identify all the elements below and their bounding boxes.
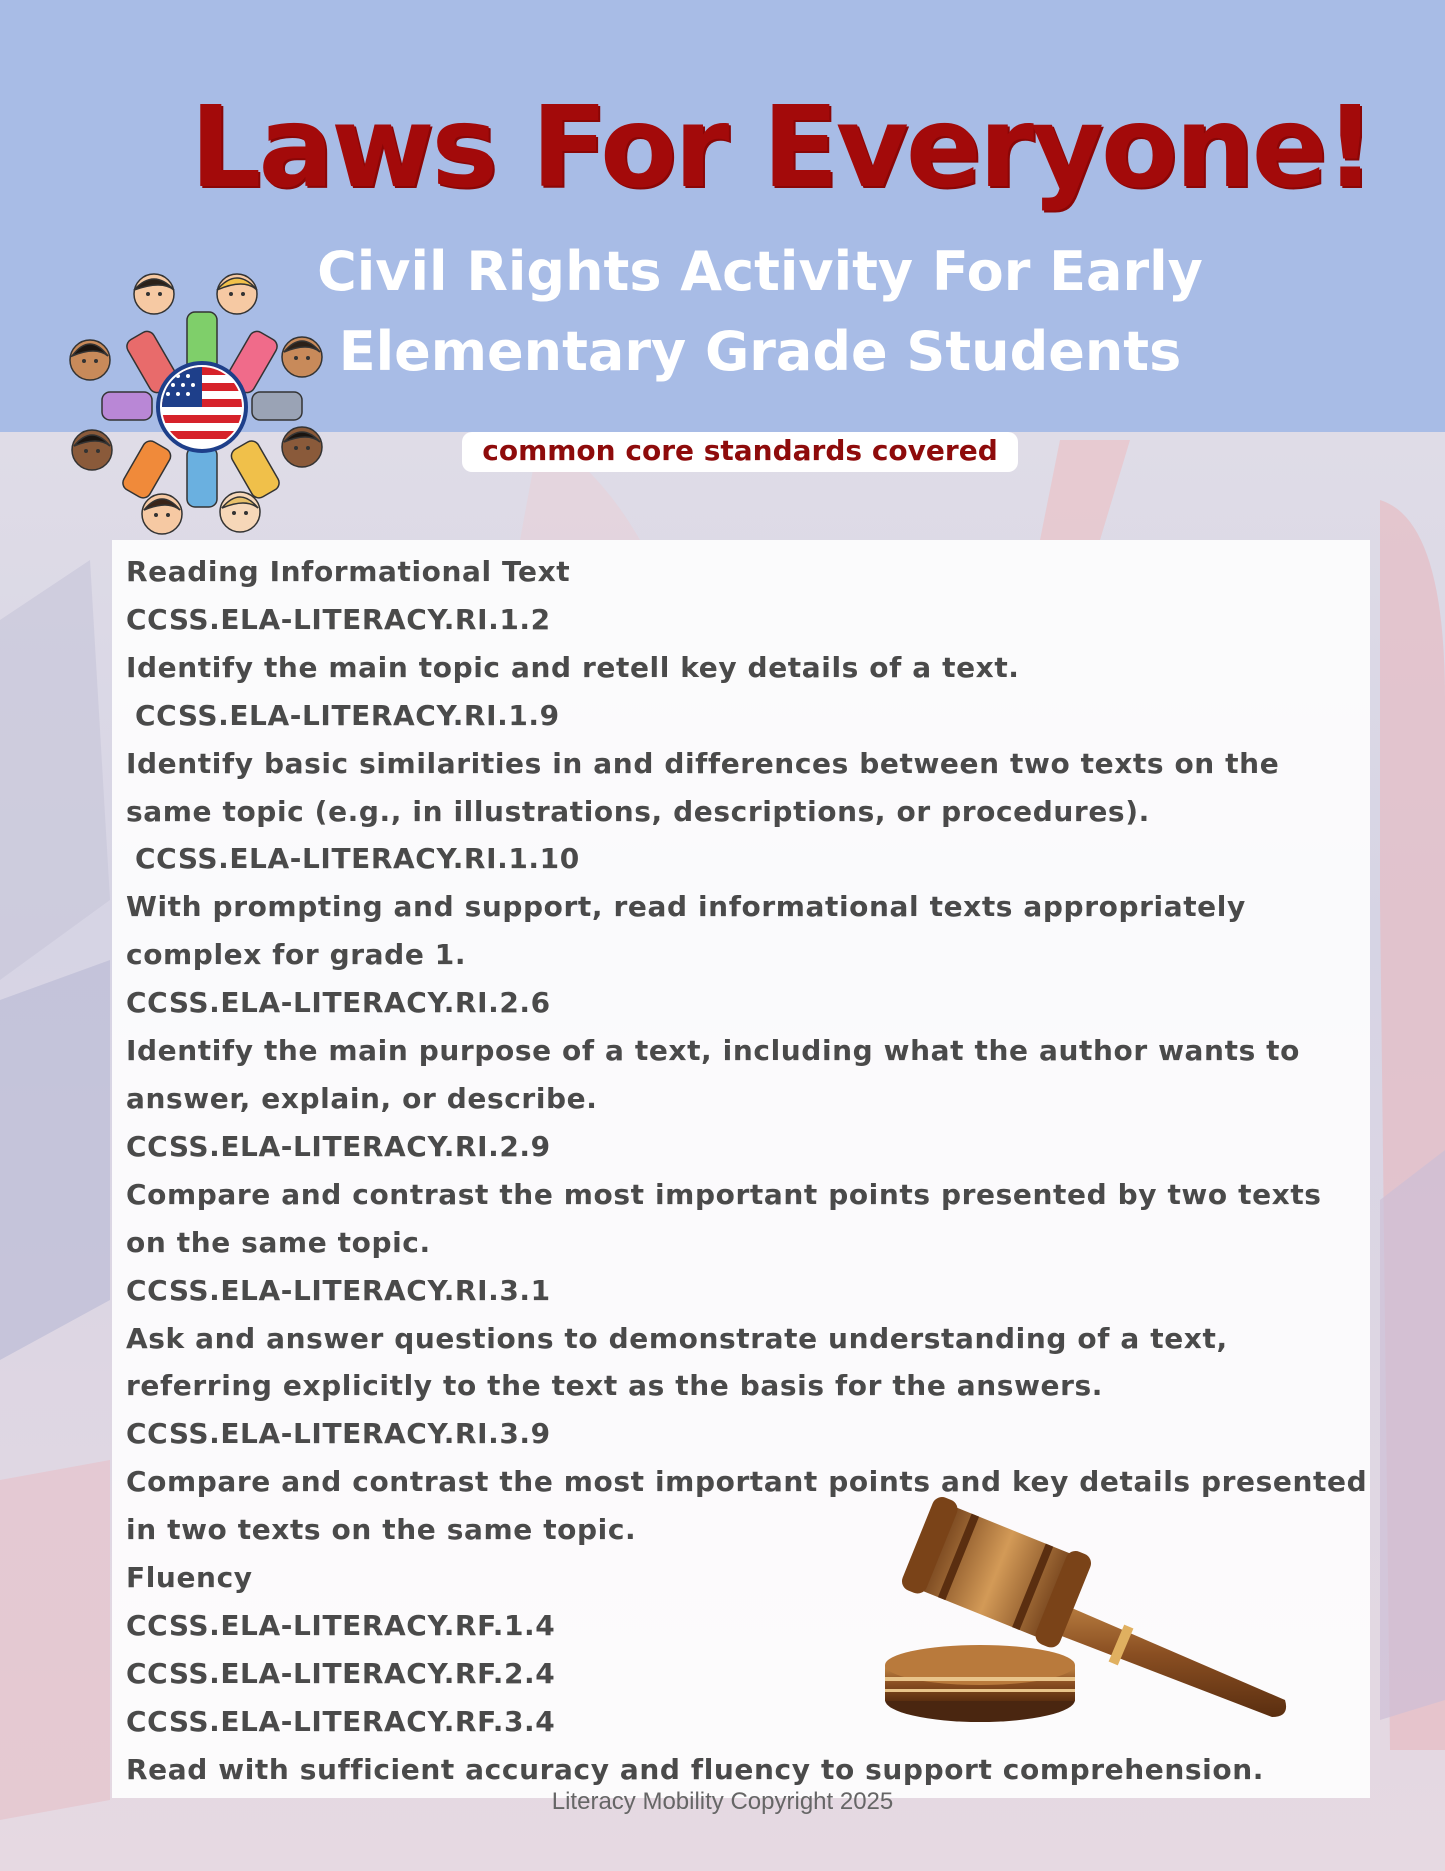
- standards-badge: common core standards covered: [462, 432, 1018, 472]
- standard-code: CCSS.ELA-LITERACY.RI.2.9: [126, 1129, 551, 1163]
- standard-code: CCSS.ELA-LITERACY.RF.1.4: [126, 1608, 556, 1642]
- subtitle-line-1: Civil Rights Activity For Early: [317, 240, 1203, 303]
- standard-code: CCSS.ELA-LITERACY.RI.3.9: [126, 1417, 551, 1451]
- standard-description: Identify the main purpose of a text, including what the author wants to: [126, 1034, 1301, 1068]
- standard-description: Ask and answer questions to demonstrate understanding of a text,: [126, 1321, 1228, 1355]
- standard-description: answer, explain, or describe.: [126, 1081, 598, 1115]
- standard-description: in two texts on the same topic.: [126, 1513, 637, 1547]
- standard-description: Compare and contrast the most important points presented by two texts: [126, 1177, 1322, 1211]
- standard-description: complex for grade 1.: [126, 938, 467, 972]
- standard-description: Identify basic similarities in and differences between two texts on the: [126, 746, 1280, 780]
- standard-description: Compare and contrast the most important points and key details presented: [126, 1465, 1368, 1499]
- children-holding-hands-around-flag-icon: [62, 272, 342, 544]
- standard-code: CCSS.ELA-LITERACY.RI.3.1: [126, 1273, 551, 1307]
- section-heading: Fluency: [126, 1561, 253, 1595]
- standard-description: Identify the main topic and retell key details of a text.: [126, 650, 1020, 684]
- subtitle-line-2: Elementary Grade Students: [338, 320, 1182, 383]
- section-heading: Reading Informational Text: [126, 555, 571, 588]
- page-title: Laws For Everyone!: [190, 83, 1373, 213]
- gavel-icon: [880, 1495, 1300, 1735]
- page-subtitle: [310, 232, 1210, 392]
- standard-code: CCSS.ELA-LITERACY.RI.1.10: [135, 842, 580, 876]
- standard-description: on the same topic.: [126, 1225, 431, 1259]
- standard-description: Read with sufficient accuracy and fluency to support comprehension.: [126, 1752, 1264, 1786]
- standard-code: CCSS.ELA-LITERACY.RI.1.9: [135, 698, 560, 732]
- standard-description: referring explicitly to the text as the basis for the answers.: [126, 1369, 1104, 1403]
- standard-code: CCSS.ELA-LITERACY.RF.3.4: [126, 1704, 556, 1738]
- copyright-footer: Literacy Mobility Copyright 2025: [551, 1788, 894, 1815]
- standard-code: CCSS.ELA-LITERACY.RF.2.4: [126, 1656, 556, 1690]
- standard-description: same topic (e.g., in illustrations, descriptions, or procedures).: [126, 794, 1150, 828]
- standard-code: CCSS.ELA-LITERACY.RI.2.6: [126, 986, 551, 1020]
- standard-description: With prompting and support, read informational texts appropriately: [126, 890, 1246, 924]
- standard-code: CCSS.ELA-LITERACY.RI.1.2: [126, 602, 551, 636]
